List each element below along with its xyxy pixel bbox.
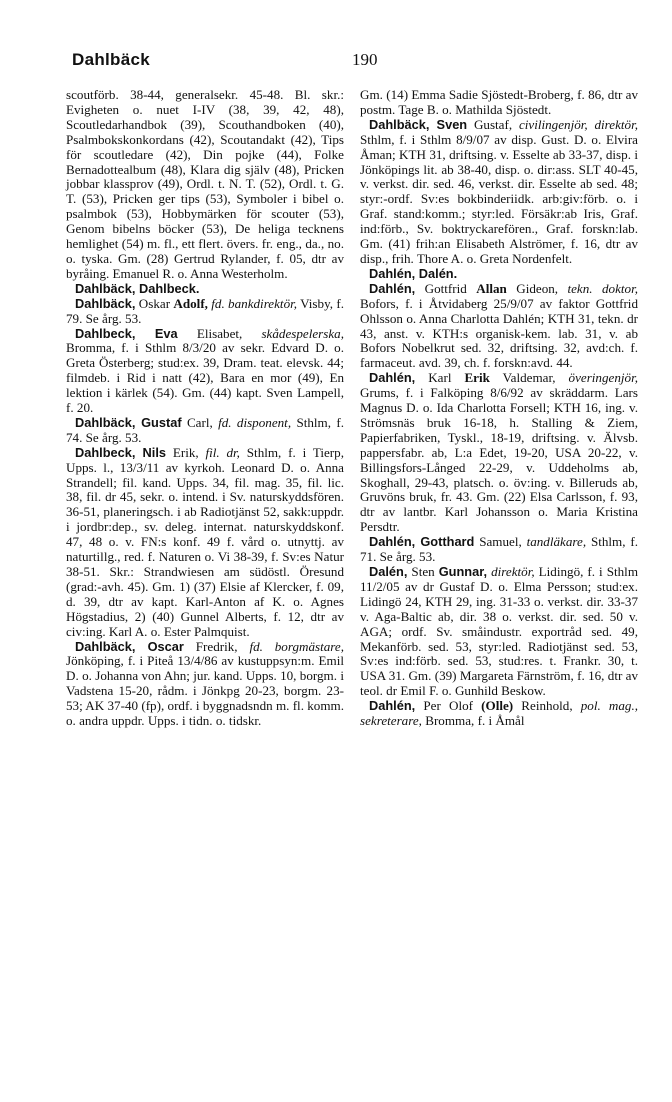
left-column xyxy=(66,88,344,729)
first-name: Erik xyxy=(464,370,490,386)
biography-entry xyxy=(360,565,638,699)
entry-name: Dahlén, xyxy=(369,280,416,296)
entry-text: Bofors, f. i Åtvidaberg 25/9/07 av faktor Gottfrid Ohlsson o. Anna Charlotta Dahlén; KTH 31, tekn. dr 43, anst. v. KTH:s organisk-kem. lab. 31, v. ab Bofors Nobelkrut sed. 32, driftsing. 32, avd:ch. f. farmaceut. avd. 39, ch. f. forskn:avd. 44. xyxy=(360,295,638,371)
biography-entry xyxy=(66,416,344,446)
entry-occupation: direktör, xyxy=(491,564,535,579)
first-name: (Olle) xyxy=(481,698,514,714)
continued-entry xyxy=(66,88,344,282)
entry-text: Elisabet, xyxy=(177,325,262,341)
entry-text: Gideon, xyxy=(506,280,568,296)
entry-name: Dahlbäck, Sven xyxy=(369,116,468,132)
entry-text: Bromma, f. i Sthlm 8/3/20 av sekr. Edvard D. o. Greta Österberg; stud:ex. 39, Dram. teat. elevsk. 44; filmdeb. i Rid i natt (42), Bara en mor (49), En lektion i kärlek (54). Gm. (44) kapt. Sven Lampell, f. 20. xyxy=(66,340,344,416)
biography-entry xyxy=(66,297,344,327)
entry-occupation: skådespelerska, xyxy=(261,325,344,341)
continued-entry xyxy=(360,88,638,118)
entry-occupation: fd. disponent, xyxy=(218,414,292,430)
entry-name: Dahlén, xyxy=(369,698,416,714)
entry-name: Dahlbäck, Oscar xyxy=(75,638,184,654)
biography-entry xyxy=(360,535,638,565)
biography-entry xyxy=(360,371,638,535)
entry-occupation: fd. borgmästare, xyxy=(249,638,344,654)
entry-name: Dahlbäck, Dahlbeck. xyxy=(75,280,200,296)
entry-text: Per Olof xyxy=(415,698,482,714)
entry-text: Gottfrid xyxy=(415,280,477,296)
entry-text: Lidingö, f. i Sthlm 11/2/05 av dr Gustaf D. o. Elma Persson; stud:ex. Lidingö 24, KTH 29, ing. 31-33 o. verkst. dir. 33-37 v. Aga-Baltic ab, dir. 38 o. verkst. dir. sed. 50 v. AGA; ordf. Sv. småindustr. exportråd sed. 49, Mekanförb. sed. 53, styr:led. Radiotjänst sed. 53, Sv:es ind:förb. sed. 53, stud:res. t. Frankr. 30, t. USA 31. Gm. (39) Margareta Färnström, f. 16, dtr av teol. dr Emil F. o. Gunhild Beskow. xyxy=(360,564,639,699)
entry-text: Visby, f. 79. Se årg. 53. xyxy=(66,295,344,326)
entry-text: Karl xyxy=(415,370,465,386)
biography-entry xyxy=(66,446,344,640)
entry-text: Oskar xyxy=(135,295,174,311)
entry-occupation: tekn. doktor, xyxy=(567,280,638,296)
biography-entry xyxy=(360,282,638,371)
entry-occupation: fd. bankdirektör, xyxy=(211,295,298,311)
entry-text: Valdemar, xyxy=(489,370,569,386)
first-name: Allan xyxy=(476,280,507,296)
biography-entry xyxy=(66,327,344,416)
entry-name: Dahlbäck, Gustaf xyxy=(75,414,182,430)
entry-text: Erik, xyxy=(166,444,206,460)
page-header xyxy=(72,50,632,74)
right-column xyxy=(360,88,638,729)
entry-occupation: överingenjör, xyxy=(568,370,638,386)
biography-entry xyxy=(360,699,638,729)
entry-text: Grums, f. i Falköping 8/6/92 av skräddarm. Lars Magnus D. o. Ida Charlotta Forsell; KTH 16, ing. v. Strömsnäs bruk 16-18, h. Stalling & Ziem, Papierfabriken, Tyskl., 18-19, driftsing. v. Älvsb. pappersfabr. ab, L:a Edet, 19-20, USA 20-22, v. Billingsfors-Långed 22-29, v. Uddeholms ab, Skoghall, 29-43, platsch. o. öv:ing. v. Billeruds ab, Gruvöns bruk, fr. 43. Gm. (22) Elsa Carlsson, f. 93, dtr av lantbr. Karl Johansson o. Maria Kristina Persdtr. xyxy=(360,385,638,535)
biography-entry xyxy=(66,640,344,729)
entry-occupation: fil. dr, xyxy=(205,444,240,460)
entry-text: Samuel, xyxy=(474,534,527,550)
entry-text: Gustaf, xyxy=(467,116,519,132)
entry-name: Dalén, xyxy=(369,564,408,579)
biography-entry xyxy=(66,282,344,297)
entry-name: Dahlbeck, Eva xyxy=(75,325,178,341)
entry-text: Sthlm, f. 74. Se årg. 53. xyxy=(66,414,344,445)
entry-text: Sthlm, f. i Sthlm 8/9/07 av disp. Gust. D. o. Elvira Åman; KTH 31, driftsing. v. Esselte ab 33-37, disp. i Jönköpings lit. ab 38-40, disp. o. dir:ass. SLT 40-45, v. verkst. dir. sed. 46, verkst. dir. Esselte ab sed. 48; styr:-ordf. Sv:es bokbinderiidk. arb:giv:förb. o. i Graf. stand:komm.; styr:led. Försäkr:ab Iris, Graf. ind:förb., Sv. boktryckarefören., Graf. forskn:lab. Gm. (41) frih:an Elisabeth Alströmer, f. 16, dtr av disp., frih. Thore A. o. Greta Nordenfelt. xyxy=(360,131,638,266)
entry-name: Gunnar, xyxy=(438,564,488,579)
entry-occupation: pol. mag., sekreterare, xyxy=(360,698,639,729)
entry-name: Dahlbeck, Nils xyxy=(75,444,167,460)
entry-text: Gm. (14) Emma Sadie Sjöstedt-Broberg, f. 86, dtr av postm. Tage B. o. Mathilda Sjöstedt. xyxy=(360,87,638,117)
page-number: 190 xyxy=(352,50,378,69)
entry-text: scoutförb. 38-44, generalsekr. 45-48. Bl. skr.: Evigheten o. nuet I-IV (38, 39, 42, 48), Scoutledarhandbok (39), Scouthandboken (40), Psalmbokskonkordans (42), Scoutandakt (42), Tips för scoutledare (42), Din pojke (44), Folke Bernadottealbum (48), Klara dig själv (48), Pricken jobbar klassprov (49), Ordl. t. N. T. (52), Ordl. t. G. T. (53), Pricken ger tips (53), Symboler i bibel o. psalmbok (53), Hobbymärken för scouter (53), Genom bibelns böcker (53), De heliga tecknens hemlighet (54) m. fl., ett flert. övers. fr. eng., da., no. o. tyska. Gm. (28) Gertrud Rylander, f. 05, dtr av byråing. Emanuel R. o. Anna Westerholm. xyxy=(66,87,344,281)
entry-name: Dahlén, xyxy=(369,370,416,386)
entry-text: Sthlm, f. 71. Se årg. 53. xyxy=(360,534,638,565)
biography-entry xyxy=(360,267,638,282)
entry-name: Dahlbäck, xyxy=(75,295,136,311)
entry-text: Sten xyxy=(407,564,439,579)
biography-entry xyxy=(360,118,638,267)
entry-text: Jönköping, f. i Piteå 13/4/86 av kustuppsyn:m. Emil D. o. Johanna von Ahn; jur. kand. Upps. 10, borgm. i Vadstena 15-20, rådm. i Jönkpg 20-23, borgm. 23-53; AK 37-40 (fp), ordf. i byggnadsndn m. fl. komm. o. andra uppdr. Upps. i tidn. o. tidskr. xyxy=(66,653,344,729)
first-name: Adolf, xyxy=(173,295,208,311)
running-head: Dahlbäck xyxy=(72,50,150,69)
entry-occupation: tandläkare, xyxy=(526,534,587,550)
entry-text: Carl, xyxy=(181,414,219,430)
entry-text: Sthlm, f. i Tierp, Upps. l., 13/3/11 av kyrkoh. Leonard D. o. Anna Strandell; fil. kand. Upps. 34, fil. mag. 35, fil. lic. 38, fil. dr 45, sekr. o. intend. i Sv. naturskyddsfören. 36-51, planeringsch. i ab Radiotjänst 52, sakk:uppdr. i jordbr:dep., sv. deleg. internat. naturskyddskonf. 47, 48 o. v. FN:s konf. 49 f. vård o. utnyttj. av naturtillg., red. f. Naturen o. Vi 38-39, f. Sv:es Natur 38-51. Skr.: Strandwiesen am südöstl. Öresund (grad:-avh. 45). Gm. 1) (37) Elsie af Klercker, f. 09, d. 39, dtr av kapt. Karl-Anton af K. o. Agnes Högstadius, 2) (40) Gunnel Alberts, f. 12, dtr av civ:ing. Karl A. o. Ester Palmquist. xyxy=(66,444,344,639)
entry-text: Fredrik, xyxy=(183,638,250,654)
entry-text: Reinhold, xyxy=(513,698,581,714)
entry-name: Dahlén, Gotthard xyxy=(369,534,475,550)
entry-occupation: civilingenjör, direktör, xyxy=(518,116,638,132)
entry-text: Bromma, f. i Åmål xyxy=(421,713,525,729)
entry-name: Dahlén, Dalén. xyxy=(369,265,458,281)
